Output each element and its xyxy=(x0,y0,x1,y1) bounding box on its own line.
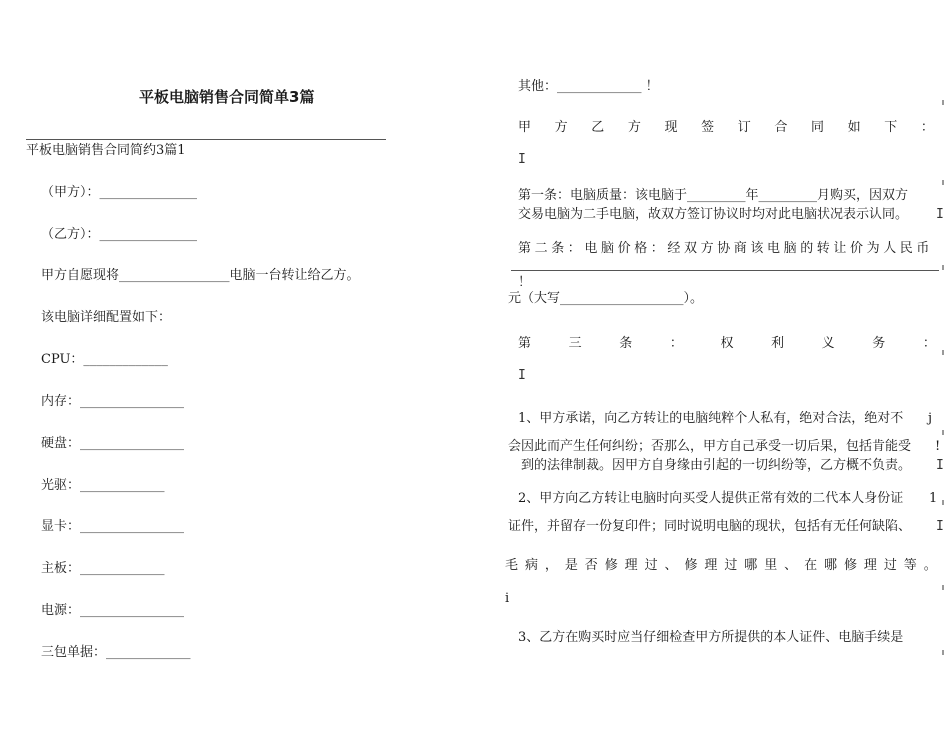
scan-edge-tick xyxy=(942,100,944,105)
scan-edge-tick xyxy=(942,265,944,270)
clause-2-line-2: 证件，并留存一份复印件；同时说明电脑的现状，包括有无任何缺陷、 xyxy=(508,519,912,534)
article-1-line-2: 交易电脑为二手电脑，故双方签订协议时均对此电脑状况表示认同。 xyxy=(518,207,909,222)
article-2-line-2: 元（大写___________________）。 xyxy=(508,291,704,306)
price-blank-rule xyxy=(511,270,939,271)
article-3-heading: 第 三 条 ： 权 利 义 务 ： xyxy=(518,336,936,351)
article-2-mark: ！ xyxy=(518,275,532,290)
scan-edge-tick xyxy=(942,650,944,655)
party-a-field: （甲方）：_______________ xyxy=(41,185,198,200)
other-field: 其他：_____________ ！ xyxy=(518,79,659,94)
document-subtitle: 平板电脑销售合同简约3篇1 xyxy=(26,143,186,158)
scan-edge-tick xyxy=(942,180,944,185)
scan-edge-tick xyxy=(942,585,944,590)
clause-2-line-3: 毛 病 ， 是 否 修 理 过 、 修 理 过 哪 里 、 在 哪 修 理 过 等 。 xyxy=(505,558,937,573)
article-2-line-1: 第二条：电脑价格：经双方协商该电脑的转让价为人民币 xyxy=(518,241,934,256)
config-item-motherboard: 主板：_____________ xyxy=(41,561,165,576)
scan-marker: I xyxy=(518,368,526,383)
clause-1-edge-mark: ! xyxy=(935,439,941,454)
party-b-field: （乙方）：_______________ xyxy=(41,227,198,242)
scan-marker: I xyxy=(518,152,526,167)
transfer-intro: 甲方自愿现将_________________电脑一台转让给乙方。 xyxy=(41,268,360,283)
config-item-warranty: 三包单据：_____________ xyxy=(41,645,191,660)
clause-2-edge-mark: 1 xyxy=(929,491,938,506)
clause-1-edge-mark: I xyxy=(936,458,944,473)
config-item-graphics: 显卡：________________ xyxy=(41,519,185,534)
clause-3-line-1: 3、乙方在购买时应当仔细检查甲方所提供的本人证件、电脑手续是 xyxy=(518,630,904,645)
config-heading: 该电脑详细配置如下： xyxy=(41,310,172,325)
clause-1-line-1: 1、甲方承诺，向乙方转让的电脑纯粹个人私有，绝对合法，绝对不 xyxy=(518,411,904,426)
article-1-line-1: 第一条：电脑质量：该电脑于_________年_________月购买，因双方 xyxy=(518,188,909,203)
scan-edge-tick xyxy=(942,350,944,355)
config-item-optical-drive: 光驱：_____________ xyxy=(41,478,165,493)
config-item-cpu: CPU：_____________ xyxy=(41,352,168,367)
article-1-edge-mark: I xyxy=(936,207,944,222)
scan-marker: i xyxy=(505,591,510,606)
clause-1-edge-mark: j xyxy=(928,411,933,426)
clause-2-line-1: 2、甲方向乙方转让电脑时向买受人提供正常有效的二代本人身份证 xyxy=(518,491,904,506)
clause-2-edge-mark: I xyxy=(936,519,944,534)
scan-edge-tick xyxy=(942,500,944,505)
agreement-line: 甲 方 乙 方 现 签 订 合 同 如 下 ： xyxy=(518,120,934,135)
title-rule xyxy=(26,139,386,140)
document-title: 平板电脑销售合同简单3篇 xyxy=(139,88,315,106)
config-item-power: 电源：________________ xyxy=(41,603,185,618)
clause-1-line-2: 会因此而产生任何纠纷；否那么，甲方自己承受一切后果，包括肯能受 xyxy=(508,439,912,454)
config-item-disk: 硬盘：________________ xyxy=(41,436,185,451)
config-item-memory: 内存：________________ xyxy=(41,394,185,409)
scan-edge-tick xyxy=(942,430,944,435)
clause-1-line-3: 到的法律制裁。因甲方自身缘由引起的一切纠纷等，乙方概不负责。 xyxy=(521,458,912,473)
